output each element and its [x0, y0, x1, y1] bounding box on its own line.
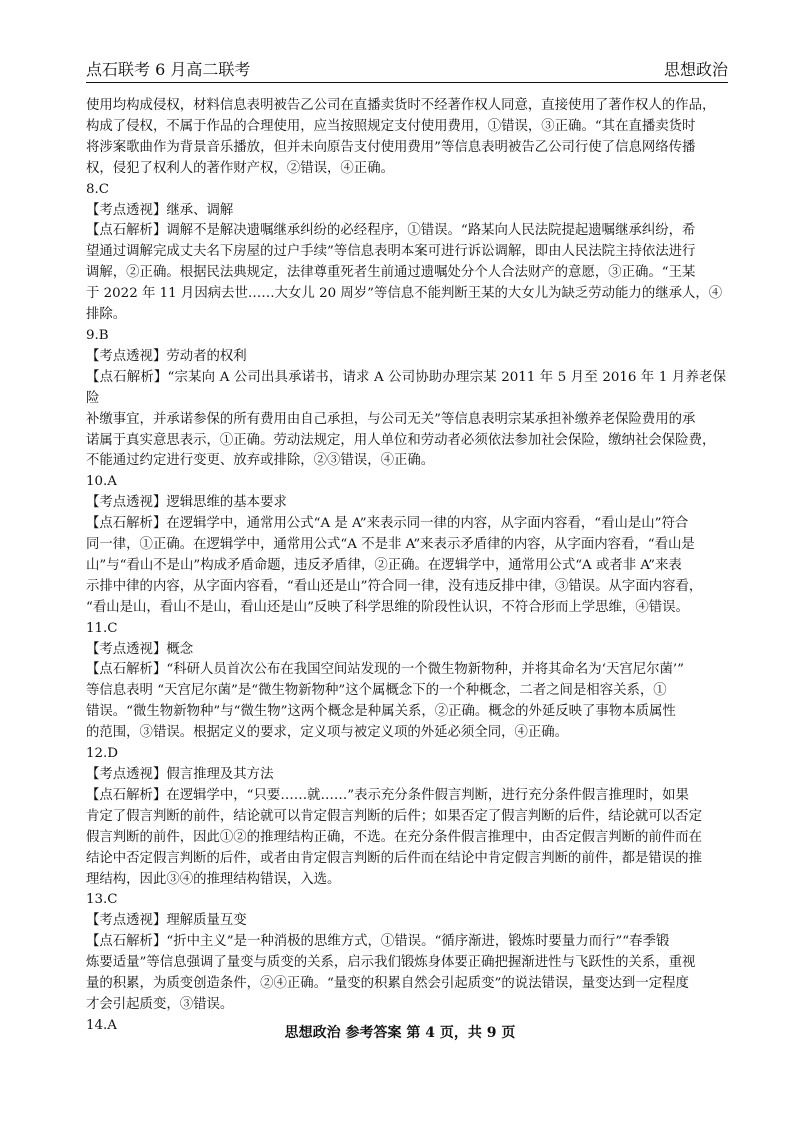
text-line: 量的积累，为质变创造条件，②④正确。“量变的积累自然会引起质变”的说法错误，量变达到一定程度: [86, 976, 689, 992]
question-number: 14.A: [86, 1017, 117, 1033]
text-line: 调解，②正确。根据民法典规定，法律尊重死者生前通过遗嘱处分个人合法财产的意愿，③正确。“王某: [86, 265, 696, 281]
text-line: 结论中否定假言判断的后件，或者由肯定假言判断的后件而在结论中肯定假言判断的前件，都是错误的推: [86, 850, 702, 866]
text-line: 假言判断的前件，因此①②的推理结构正确，不选。在充分条件假言推理中，由否定假言判断的前件而在: [86, 829, 702, 845]
text-line: 的范围，③错误。根据定义的要求，定义项与被定义项的外延必须全同，④正确。: [86, 725, 569, 741]
text-line: 错误。“微生物新物种”与“微生物”这两个概念是种属关系，②正确。概念的外延反映了事物本质属性: [86, 704, 676, 720]
text-line: 山”与“看山不是山”构成矛盾命题，违反矛盾律，②正确。在逻辑学中，通常用公式“A 或者非 A”来表: [86, 557, 682, 573]
text-line: 【点石解析】在逻辑学中，通常用公式“A 是 A”来表示同一律的内容，从字面内容看，“看山是山”符合: [86, 516, 689, 532]
key-point: 【考点透视】逻辑思维的基本要求: [86, 495, 287, 511]
text-line: 等信息表明 “天宫尼尔菌”是“微生物新物种”这个属概念下的一个种概念，二者之间是相容关系，①: [86, 683, 667, 699]
text-line: 【点石解析】调解不是解决遗嘱继承纠纷的必经程序，①错误。“路某向人民法院提起遗嘱继承纠纷，希: [86, 223, 696, 239]
key-point: 【考点透视】理解质量互变: [86, 913, 247, 929]
text-line: “看山是山，看山不是山，看山还是山”反映了科学思维的阶段性认识，不符合形而上学思维，④错误。: [86, 599, 689, 615]
text-line: 使用均构成侵权，材料信息表明被告乙公司在直播卖货时不经著作权人同意，直接使用了著作权人的作品，: [86, 98, 716, 113]
text-line: 肯定了假言判断的前件，结论就可以肯定假言判断的后件；如果否定了假言判断的后件，结论就可以否定: [86, 808, 702, 824]
key-point: 【考点透视】假言推理及其方法: [86, 767, 274, 782]
answer-content: [86, 96, 726, 1037]
text-line: 将涉案歌曲作为背景音乐播放，但并未向原告支付使用费用”等信息表明被告乙公司行使了信息网络传播: [86, 139, 696, 155]
question-number: 8.C: [86, 181, 110, 197]
text-line: 【点石解析】“宗某向 A 公司出具承诺书，请求 A 公司协助办理宗某 2011 年 5 月至 2016 年 1 月养老保险: [86, 369, 726, 406]
key-point: 【考点透视】劳动者的权利: [86, 348, 247, 364]
page-footer: 思想政治 参考答案 第 4 页，共 9 页: [284, 1025, 516, 1041]
text-line: 【点石解析】“折中主义”是一种消极的思维方式，①错误。“循序渐进，锻炼时要量力而行”“春季锻: [86, 934, 670, 950]
text-line: 理结构，因此③④的推理结构错误，入选。: [86, 871, 341, 887]
text-line: 炼要适量”等信息强调了量变与质变的关系，启示我们锻炼身体要正确把握渐进性与飞跃性的关系，重视: [86, 955, 696, 971]
text-line: 望通过调解完成丈夫名下房屋的过户手续”等信息表明本案可进行诉讼调解，即由人民法院主持依法进行: [86, 244, 696, 260]
question-number: 10.A: [86, 474, 117, 490]
text-line: 不能通过约定进行变更、放弃或排除，②③错误，④正确。: [86, 453, 435, 469]
text-line: 权，侵犯了权利人的著作财产权，②错误，④正确。: [86, 160, 394, 176]
text-line: 才会引起质变，③错误。: [86, 996, 234, 1012]
question-number: 12.D: [86, 746, 119, 762]
text-line: 补缴事宜，并承诺参保的所有费用由自己承担，与公司无关”等信息表明宗某承担补缴养老保险费用的承: [86, 411, 696, 427]
key-point: 【考点透视】继承、调解: [86, 202, 234, 218]
question-number: 9.B: [86, 327, 109, 343]
page-header: [86, 52, 728, 83]
text-line: 同一律，①正确。在逻辑学中，通常用公式“A 不是非 A”来表示矛盾律的内容，从字面内容看，“看山是: [86, 537, 695, 553]
header-right: 思想政治: [663, 60, 728, 79]
header-left: 点石联考 6 月高二联考: [86, 60, 251, 79]
text-line: 【点石解析】在逻辑学中，“只要……就……”表示充分条件假言判断，进行充分条件假言推理时，如果: [86, 787, 689, 803]
text-line: 示排中律的内容，从字面内容看，“看山还是山”符合同一律，没有违反排中律，③错误。从字面内容看，: [86, 578, 703, 594]
question-number: 11.C: [86, 620, 118, 636]
text-line: 构成了侵权，不属于作品的合理使用，应当按照规定支付使用费用，①错误，③正确。“其在直播卖货时: [86, 118, 696, 134]
text-line: 诺属于真实意思表示，①正确。劳动法规定，用人单位和劳动者必须依法参加社会保险，缴纳社会保险费，: [86, 432, 716, 448]
key-point: 【考点透视】概念: [86, 641, 194, 657]
text-line: 【点石解析】“科研人员首次公布在我国空间站发现的一个微生物新物种，并将其命名为‘天宫尼尔菌’”: [86, 662, 684, 678]
text-line: 排除。: [86, 307, 127, 323]
text-line: 于 2022 年 11 月因病去世……大女儿 20 周岁”等信息不能判断王某的大女儿为缺乏劳动能力的继承人，④: [86, 286, 723, 302]
question-number: 13.C: [86, 892, 118, 908]
